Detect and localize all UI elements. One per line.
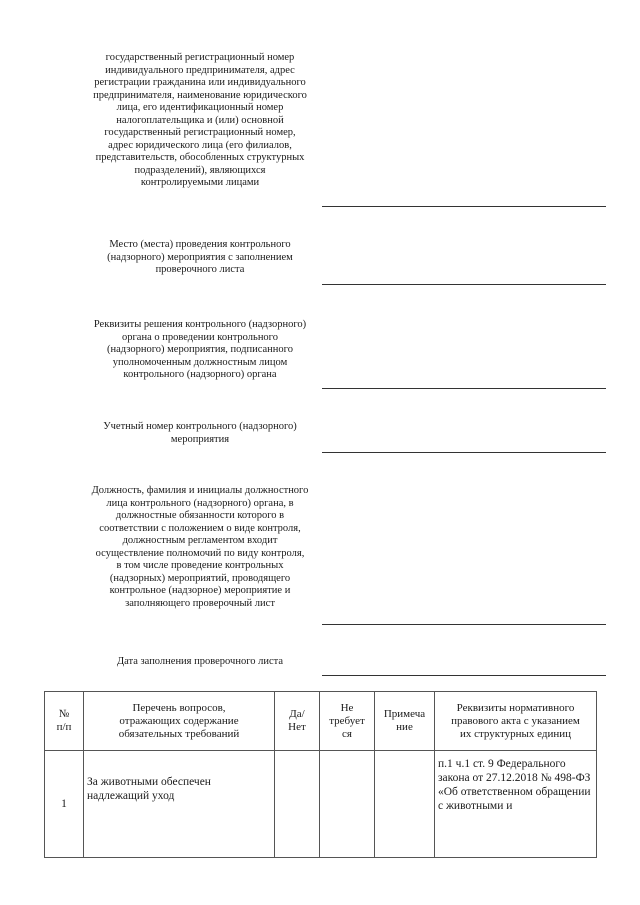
field-line-official[interactable] [322,624,606,625]
field-label-controlled-persons: государственный регистрационный номер индивидуального предпринимателя, адрес регистрации гражданина или индивидуального предпринимателя, наименование юридического лица, его идентификационный номер налогоплательщика и (или) основной государственный регистрационный номер, адрес юридического лица (его филиалов, представительств, обособленных структурных подразделений), являющихся контролируемыми лицами [93,52,307,188]
header-questions: Перечень вопросов, отражающих содержание обязательных требований [84,692,275,751]
header-not-required: Не требует ся [320,692,375,751]
header-number: № п/п [45,692,84,751]
field-label-decision-requisites: Реквизиты решения контрольного (надзорного) органа о проведении контрольного (надзорного) мероприятия, подписанного уполномоченным должностным лицом контрольного (надзорного) органа [93,319,307,380]
field-label-official: Должность, фамилия и инициалы должностного лица контрольного (надзорного) органа, в должностные обязанности которого в соответствии с положением о виде контроля, должностным регламентом входит осуществление полномочий по виду контроля, в том числе проведение контрольных (надзорных) мероприятий, проводящего контрольное (надзорное) мероприятие и заполняющего проверочный лист [91,485,309,609]
table-header-row [45,692,597,751]
header-note: Примеча ние [375,692,435,751]
row-answer-cell[interactable] [275,751,320,858]
header-requisites: Реквизиты нормативного правового акта с указанием их структурных единиц [435,692,597,751]
checklist-table [44,691,597,858]
field-label-location: Место (места) проведения контрольного (надзорного) мероприятия с заполнением проверочного листа [107,239,293,275]
row-requisites: п.1 ч.1 ст. 9 Федерального закона от 27.12.2018 № 498-ФЗ «Об ответственном обращении с животными и [435,751,597,858]
field-line-controlled-persons[interactable] [322,206,606,207]
field-label-fill-date: Дата заполнения проверочного листа [116,656,284,667]
field-line-registration-number[interactable] [322,452,606,453]
row-not-required-cell[interactable] [320,751,375,858]
field-label-registration-number: Учетный номер контрольного (надзорного) мероприятия [103,421,297,445]
field-line-decision-requisites[interactable] [322,388,606,389]
row-question: За животными обеспечен надлежащий уход [84,751,275,858]
row-number: 1 [45,751,84,858]
header-yes-no: Да/ Нет [275,692,320,751]
table-row [45,751,597,858]
row-note-cell[interactable] [375,751,435,858]
field-line-fill-date[interactable] [322,675,606,676]
field-line-location[interactable] [322,284,606,285]
